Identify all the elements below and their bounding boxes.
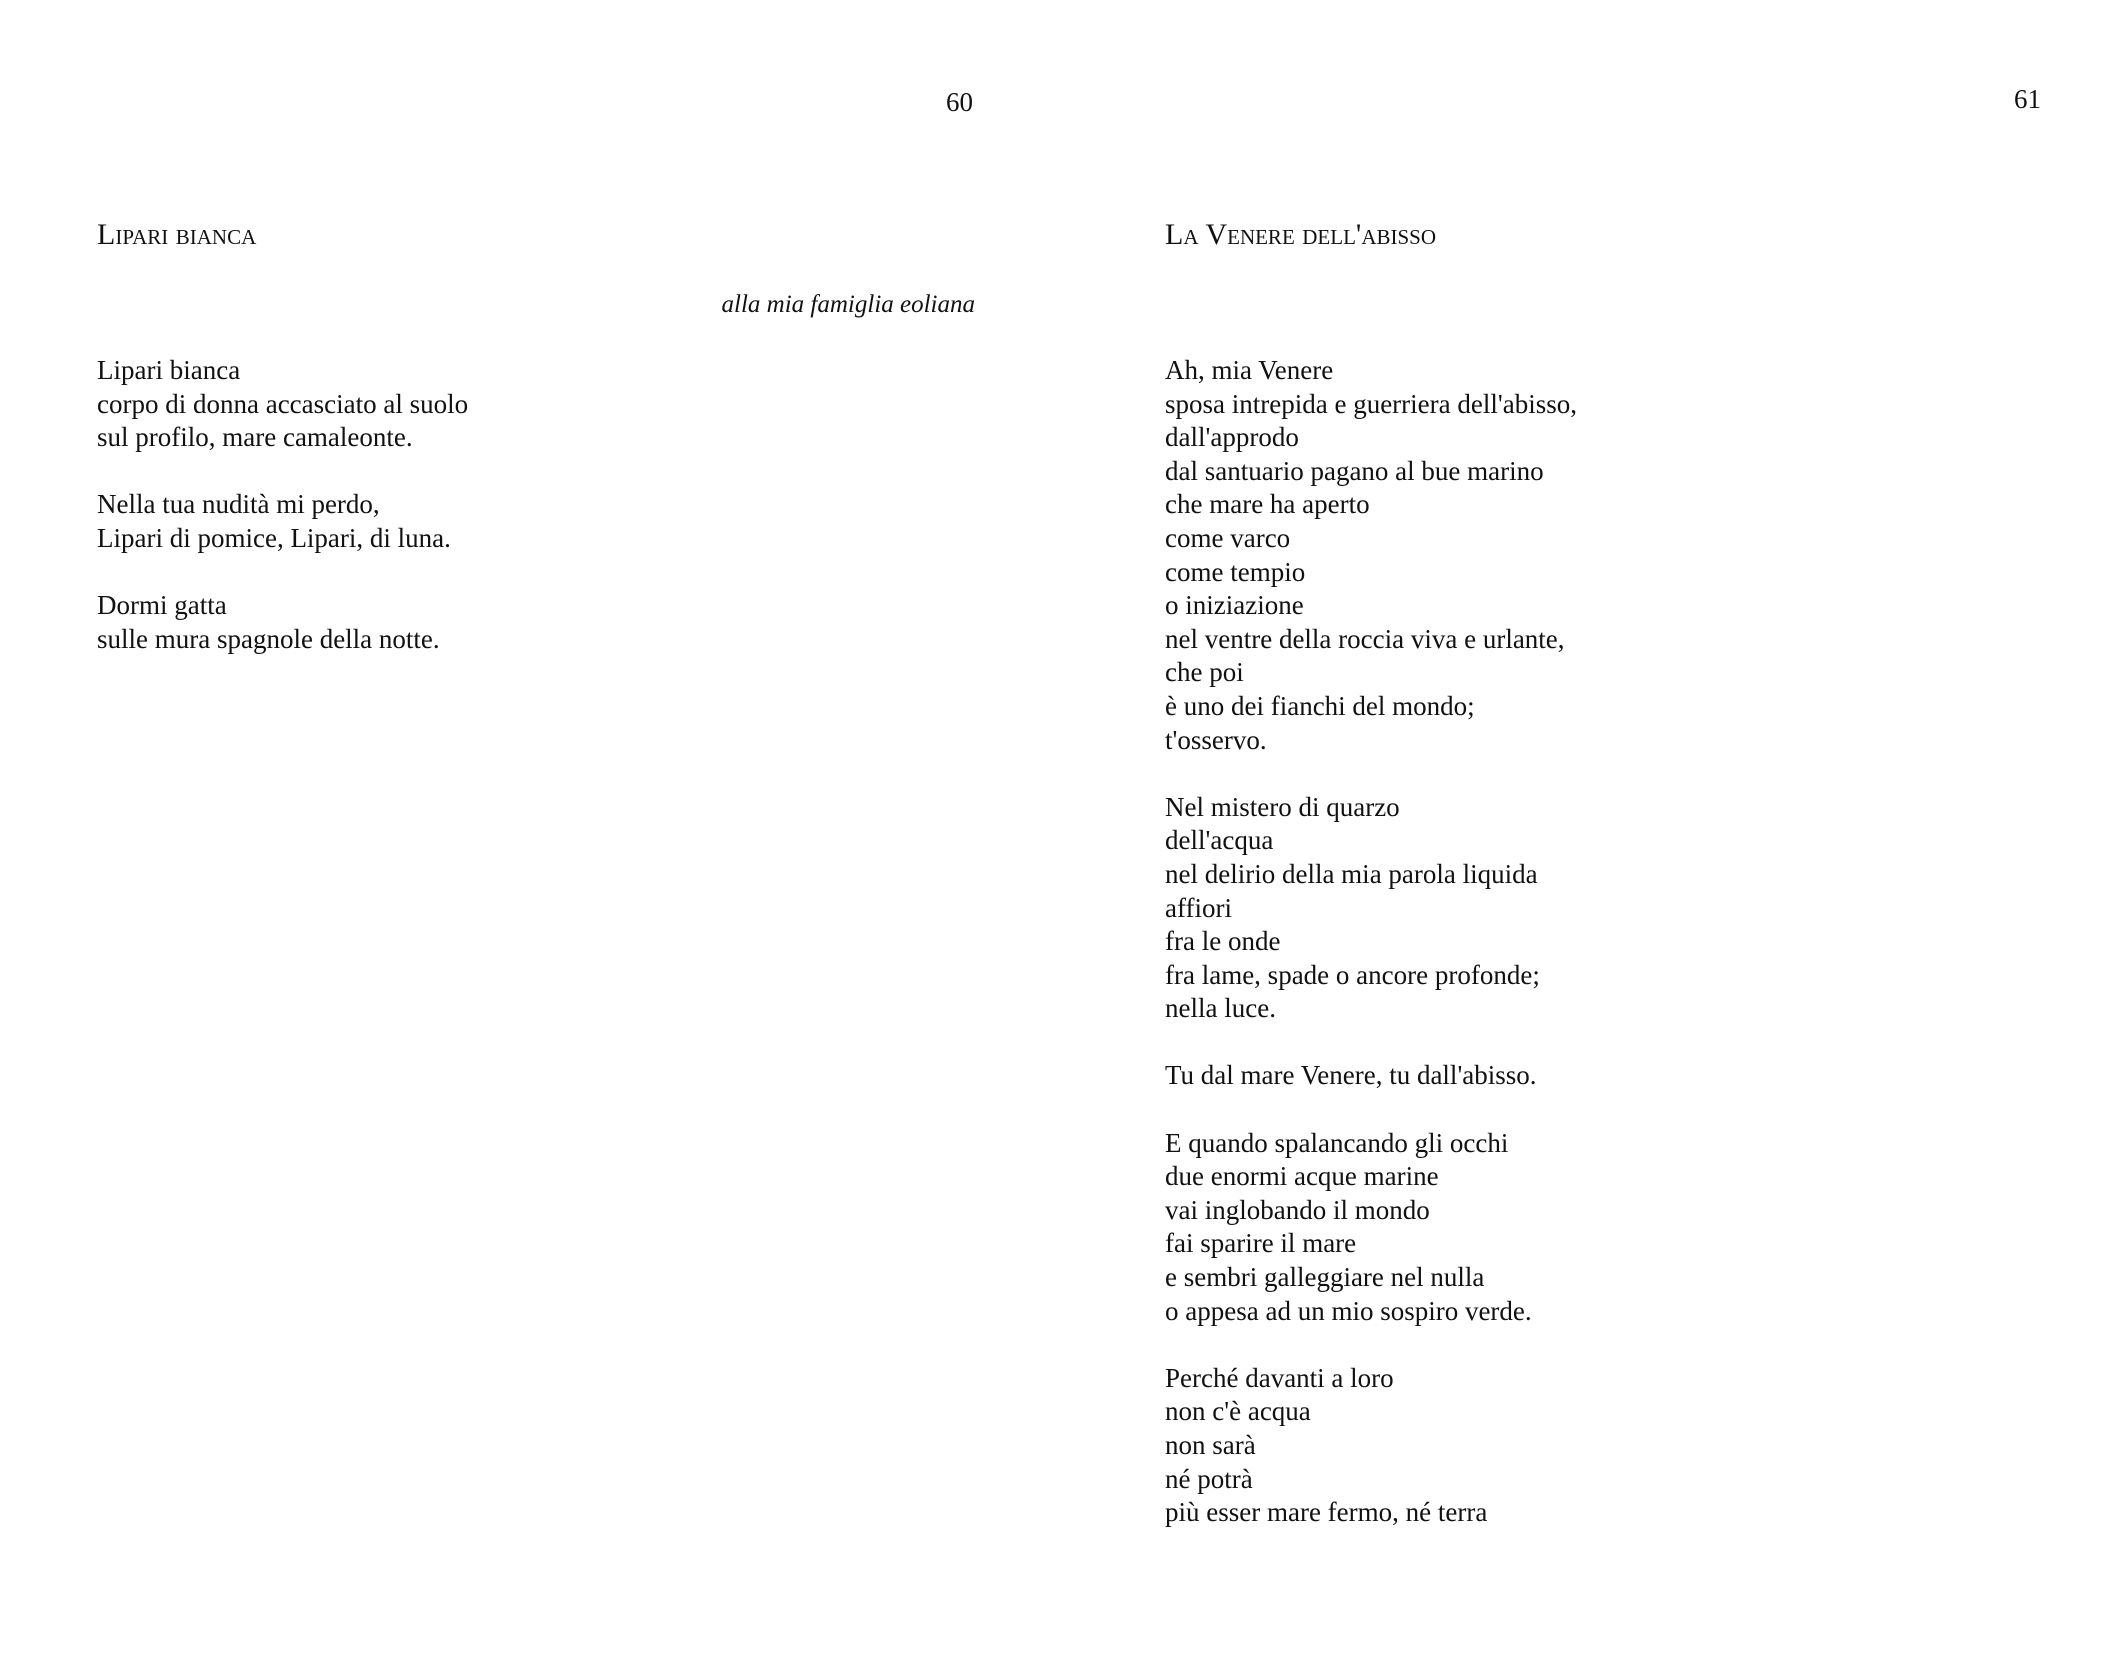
- verse-line: Nella tua nudità mi perdo,: [97, 489, 380, 520]
- verse-line: che poi: [1165, 657, 1244, 688]
- verse-line: Tu dal mare Venere, tu dall'abisso.: [1165, 1060, 1537, 1091]
- verse-line: come tempio: [1165, 556, 1306, 587]
- verse-line: dall'approdo: [1165, 422, 1299, 453]
- verse-line: o iniziazione: [1165, 590, 1304, 621]
- poem-lipari-bianca: [97, 218, 1037, 654]
- stanza: [97, 354, 468, 455]
- verse-line: affiori: [1165, 892, 1232, 923]
- verse-line: sposa intrepida e guerriera dell'abisso,: [1165, 388, 1577, 419]
- page-number-left: 60: [946, 87, 973, 117]
- poem-la-venere-dell-abisso: [1165, 218, 2065, 1528]
- verse-line: dal santuario pagano al bue marino: [1165, 455, 1544, 486]
- verse-line: nel delirio della mia parola liquida: [1165, 858, 1538, 889]
- verse-line: corpo di donna accasciato al suolo: [97, 388, 469, 419]
- verse-line: fra le onde: [1165, 926, 1281, 957]
- stanza: [97, 589, 468, 656]
- stanza: [1165, 1127, 1577, 1329]
- verse-line: nel ventre della roccia viva e urlante,: [1165, 623, 1565, 654]
- verse-line: Ah, mia Venere: [1165, 355, 1334, 385]
- stanza: [1165, 354, 1577, 757]
- verse-line: è uno dei fianchi del mondo;: [1165, 690, 1475, 721]
- verse-line: dell'acqua: [1165, 825, 1274, 856]
- verse-line: sul profilo, mare camaleonte.: [97, 422, 413, 453]
- verse-line: fai sparire il mare: [1165, 1228, 1357, 1259]
- verse-line: e sembri galleggiare nel nulla: [1165, 1262, 1485, 1293]
- verse-line: E quando spalancando gli occhi: [1165, 1127, 1509, 1158]
- stanza-list: [97, 354, 468, 690]
- stanza: [1165, 1362, 1577, 1530]
- verse-line: t'osservo.: [1165, 724, 1267, 755]
- stanza-list: [1165, 354, 1577, 1563]
- poem-dedication: alla mia famiglia eoliana: [721, 291, 975, 318]
- verse-line: non c'è acqua: [1165, 1396, 1311, 1427]
- verse-line: Nel mistero di quarzo: [1165, 791, 1400, 822]
- stanza: [1165, 791, 1577, 1026]
- verse-line: non sarà: [1165, 1430, 1256, 1460]
- poem-title: Lipari bianca: [97, 218, 257, 251]
- verse-line: né potrà: [1165, 1463, 1253, 1494]
- verse-line: fra lame, spade o ancore profonde;: [1165, 959, 1540, 990]
- verse-line: nella luce.: [1165, 993, 1276, 1024]
- page-number-right: 61: [2014, 84, 2041, 114]
- verse-line: Dormi gatta: [97, 590, 227, 621]
- poem-title: La Venere dell'abisso: [1165, 218, 1437, 251]
- verse-line: o appesa ad un mio sospiro verde.: [1165, 1295, 1532, 1326]
- verse-line: Lipari bianca: [97, 355, 241, 385]
- verse-line: che mare ha aperto: [1165, 489, 1370, 520]
- verse-line: Lipari di pomice, Lipari, di luna.: [97, 522, 451, 553]
- verse-line: due enormi acque marine: [1165, 1161, 1439, 1192]
- stanza: [97, 488, 468, 555]
- verse-line: più esser mare fermo, né terra: [1165, 1497, 1488, 1528]
- verse-line: sulle mura spagnole della notte.: [97, 623, 440, 654]
- verse-line: come varco: [1165, 522, 1291, 553]
- stanza: [1165, 1059, 1577, 1093]
- verse-line: Perché davanti a loro: [1165, 1362, 1394, 1393]
- verse-line: vai inglobando il mondo: [1165, 1194, 1430, 1225]
